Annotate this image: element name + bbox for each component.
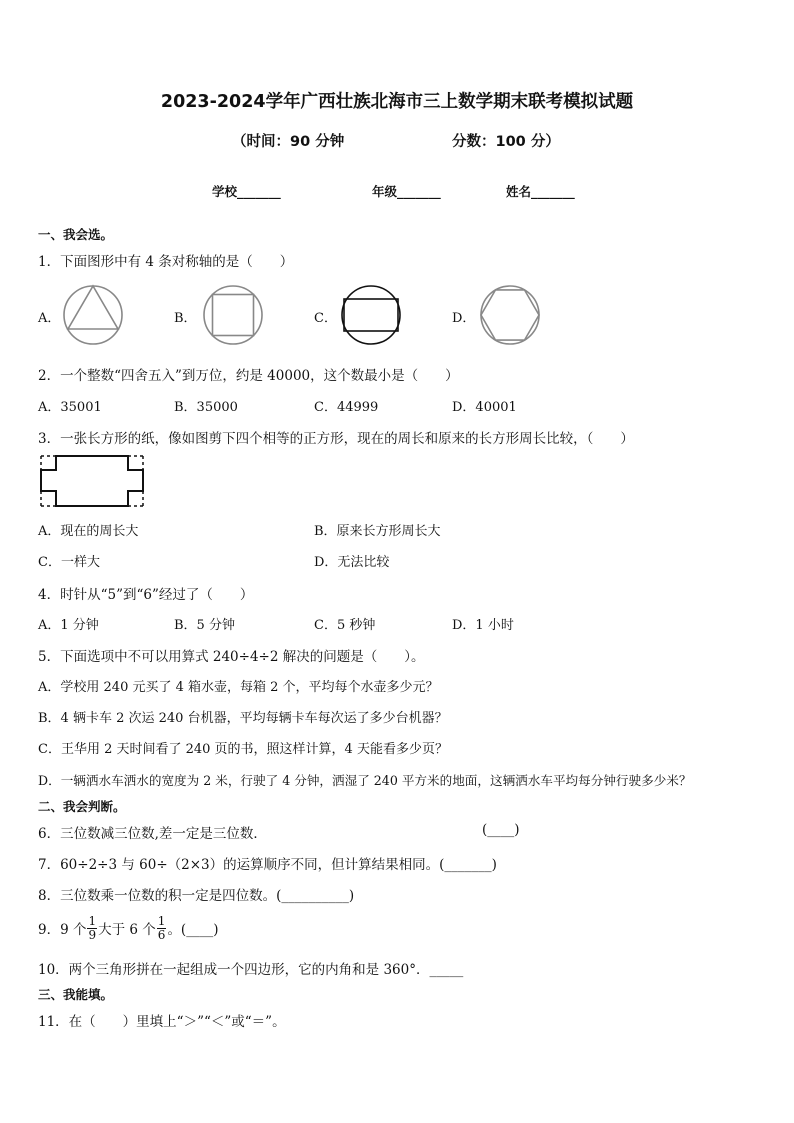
page-title: 2023-2024学年广西壮族北海市三上数学期末联考模拟试题 <box>160 92 634 112</box>
q3-option-c[interactable]: C．一样大 <box>38 555 100 570</box>
q9-row <box>38 910 218 946</box>
q2-option-a[interactable]: A．35001 <box>38 400 102 415</box>
q3-option-d[interactable]: D．无法比较 <box>314 555 390 570</box>
q9-prefix: 9．9 个 <box>38 922 87 938</box>
q2-option-d[interactable]: D．40001 <box>452 400 517 415</box>
q5-stem: 5．下面选项中不可以用算式 240÷4÷2 解决的问题是（ ）。 <box>38 649 425 665</box>
q9-fraction-1 <box>87 915 97 942</box>
q10-text: 10．两个三角形拼在一起组成一个四边形，它的内角和是 360°．_____ <box>38 962 464 978</box>
q3-option-b[interactable]: B．原来长方形周长大 <box>314 524 441 539</box>
q4-option-c[interactable]: C．5 秒钟 <box>314 618 376 633</box>
exam-score: 分数：100 分） <box>452 134 560 150</box>
q9-fraction-2 <box>157 915 167 942</box>
q1-option-c[interactable]: C． <box>314 311 337 326</box>
q9-fraction-2-numerator: 1 <box>157 913 166 928</box>
q5-option-c[interactable]: C．王华用 2 天时间看了 240 页的书，照这样计算，4 天能看多少页？ <box>38 742 448 757</box>
q3-stem: 3．一张长方形的纸，像如图剪下四个相等的正方形，现在的周长和原来的长方形周长比较，（ ） <box>38 431 634 447</box>
q9-fraction-2-denominator: 6 <box>157 927 166 942</box>
school-field[interactable]: 学校_______ <box>212 184 281 199</box>
q4-option-b[interactable]: B．5 分钟 <box>174 618 235 633</box>
q4-option-a[interactable]: A．1 分钟 <box>38 618 99 633</box>
name-field[interactable]: 姓名_______ <box>506 184 575 199</box>
q4-option-d[interactable]: D．1 小时 <box>452 618 514 633</box>
cut-rectangle-figure <box>40 455 144 507</box>
section-3-heading: 三、我能填。 <box>38 987 114 1002</box>
q2-option-b[interactable]: B．35000 <box>174 400 238 415</box>
q9-fraction-1-numerator: 1 <box>88 913 97 928</box>
section-2-heading: 二、我会判断。 <box>38 799 126 814</box>
grade-field[interactable]: 年级_______ <box>372 184 441 199</box>
circle-rectangle-figure <box>340 284 402 346</box>
q1-option-a[interactable]: A． <box>38 311 61 326</box>
q7-text: 7．60÷2÷3 与 60÷（2×3）的运算顺序不同，但计算结果相同。(_______) <box>38 857 497 873</box>
q4-stem: 4．时针从“5”到“6”经过了（ ） <box>38 587 254 603</box>
q9-answer-blank[interactable]: 。(____) <box>167 922 219 938</box>
q1-option-b[interactable]: B． <box>174 311 197 326</box>
circle-hexagon-figure <box>479 284 541 346</box>
q11-text: 11．在（ ）里填上“＞”“＜”或“＝”。 <box>38 1014 286 1030</box>
q3-option-a[interactable]: A．现在的周长大 <box>38 524 139 539</box>
q2-stem: 2．一个整数“四舍五入”到万位，约是 40000，这个数最小是（ ） <box>38 368 459 384</box>
q9-middle: 大于 6 个 <box>98 922 156 938</box>
exam-time: （时间：90 分钟 <box>232 134 345 150</box>
q1-stem: 1．下面图形中有 4 条对称轴的是（ ） <box>38 254 294 270</box>
q5-option-d[interactable]: D．一辆洒水车洒水的宽度为 2 米，行驶了 4 分钟，洒湿了 240 平方米的地面，这辆洒水车平均每分钟行驶多少米？ <box>38 773 692 788</box>
q9-fraction-1-denominator: 9 <box>88 927 97 942</box>
q6-text: 6．三位数减三位数,差一定是三位数． <box>38 826 267 842</box>
section-1-heading: 一、我会选。 <box>38 227 114 242</box>
q8-text: 8．三位数乘一位数的积一定是四位数。(__________) <box>38 888 355 904</box>
q1-option-d[interactable]: D． <box>452 311 476 326</box>
q5-option-b[interactable]: B．4 辆卡车 2 次运 240 台机器，平均每辆卡车每次运了多少台机器？ <box>38 711 448 726</box>
circle-square-figure <box>202 284 264 346</box>
q5-option-a[interactable]: A．学校用 240 元买了 4 箱水壶，每箱 2 个，平均每个水壶多少元？ <box>38 680 439 695</box>
circle-triangle-figure <box>62 284 124 346</box>
q6-answer-blank[interactable]: (____) <box>482 822 520 838</box>
q2-option-c[interactable]: C．44999 <box>314 400 379 415</box>
